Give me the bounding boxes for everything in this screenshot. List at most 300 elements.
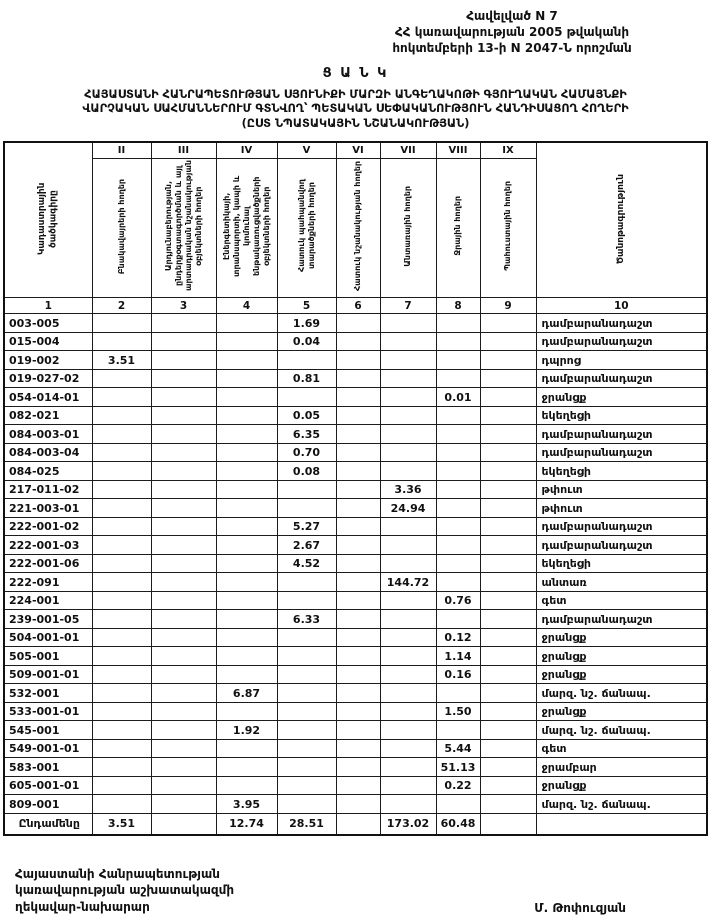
note-cell: եկեղեցի	[536, 554, 707, 573]
forest-value-cell	[380, 591, 436, 610]
table-row	[4, 591, 707, 610]
water-value-cell	[436, 684, 480, 703]
water-value-cell: 1.14	[436, 647, 480, 666]
table-row	[4, 499, 707, 518]
note-cell: մարզ. նշ. ճանապ.	[536, 795, 707, 814]
residential-value-cell	[92, 536, 151, 555]
infrastructure-value-cell	[216, 610, 277, 629]
forest-value-cell	[380, 406, 436, 425]
reserve-value-cell	[480, 647, 536, 666]
forest-value-cell	[380, 554, 436, 573]
special-value-cell	[336, 739, 380, 758]
forest-value-cell	[380, 721, 436, 740]
residential-value-cell	[92, 702, 151, 721]
reserve-value-cell	[480, 314, 536, 333]
roman-numeral: VII	[380, 142, 436, 159]
water-value-cell	[436, 351, 480, 370]
cadastral-code-cell: 217-011-02	[4, 480, 92, 499]
column-number: 1	[4, 298, 92, 314]
forest-value-cell	[380, 425, 436, 444]
protected-value-cell	[277, 480, 336, 499]
column-header-cadastral-code: Կադաստրային ծածկագիրը	[4, 142, 92, 298]
special-value-cell	[336, 499, 380, 518]
cadastral-code-cell: 003-005	[4, 314, 92, 333]
note-cell: մարզ. նշ. ճանապ.	[536, 684, 707, 703]
cadastral-code-cell: 054-014-01	[4, 388, 92, 407]
protected-value-cell	[277, 628, 336, 647]
industrial-value-cell	[151, 554, 216, 573]
residential-value-cell	[92, 406, 151, 425]
water-value-cell	[436, 721, 480, 740]
industrial-value-cell	[151, 776, 216, 795]
reserve-value-cell	[480, 462, 536, 481]
column-number: 3	[151, 298, 216, 314]
residential-value-cell	[92, 758, 151, 777]
note-cell: եկեղեցի	[536, 462, 707, 481]
note-cell: դամբարանադաշտ	[536, 369, 707, 388]
table-row	[4, 554, 707, 573]
water-value-cell: 0.12	[436, 628, 480, 647]
note-cell: դամբարանադաշտ	[536, 443, 707, 462]
infrastructure-value-cell	[216, 517, 277, 536]
residential-value-cell	[92, 591, 151, 610]
total-row	[4, 813, 707, 835]
forest-value-cell	[380, 702, 436, 721]
water-value-cell	[436, 573, 480, 592]
reserve-value-cell	[480, 536, 536, 555]
note-cell: գետ	[536, 739, 707, 758]
column-header-special: Հատուկ նշանակության հողեր	[336, 159, 380, 298]
protected-value-cell	[277, 758, 336, 777]
note-cell: եկեղեցի	[536, 406, 707, 425]
cadastral-code-cell: 019-002	[4, 351, 92, 370]
reserve-value-cell	[480, 758, 536, 777]
forest-value-cell	[380, 351, 436, 370]
table-row	[4, 332, 707, 351]
reserve-value-cell	[480, 591, 536, 610]
note-cell: դամբարանադաշտ	[536, 332, 707, 351]
forest-value-cell	[380, 776, 436, 795]
special-value-cell	[336, 536, 380, 555]
special-value-cell	[336, 573, 380, 592]
column-header-water: Ջրային հողեր	[436, 159, 480, 298]
water-value-cell	[436, 536, 480, 555]
cadastral-code-cell: 224-001	[4, 591, 92, 610]
table-row	[4, 351, 707, 370]
roman-numeral: IX	[480, 142, 536, 159]
cadastral-code-cell: 222-001-02	[4, 517, 92, 536]
special-value-cell	[336, 628, 380, 647]
roman-numeral: VI	[336, 142, 380, 159]
cadastral-code-cell: 222-001-06	[4, 554, 92, 573]
reserve-value-cell	[480, 739, 536, 758]
signatory-title-line: Հայաստանի Հանրապետության	[15, 866, 220, 881]
infrastructure-value-cell	[216, 462, 277, 481]
reserve-value-cell	[480, 351, 536, 370]
infrastructure-value-cell: 6.87	[216, 684, 277, 703]
cadastral-code-cell: 082-021	[4, 406, 92, 425]
industrial-value-cell	[151, 795, 216, 814]
protected-value-cell: 1.69	[277, 314, 336, 333]
cadastral-code-cell: 532-001	[4, 684, 92, 703]
infrastructure-value-cell	[216, 776, 277, 795]
protected-value-cell: 0.05	[277, 406, 336, 425]
cadastral-code-cell: 504-001-01	[4, 628, 92, 647]
special-value-cell	[336, 554, 380, 573]
total-value-4: 12.74	[216, 813, 277, 835]
protected-value-cell	[277, 591, 336, 610]
protected-value-cell: 4.52	[277, 554, 336, 573]
column-number: 10	[536, 298, 707, 314]
subtitle-line: ՎԱՐՉԱԿԱՆ ՍԱՀՄԱՆՆԵՐՈՒՄ ԳՏՆՎՈՂ՝ ՊԵՏԱԿԱՆ ՍԵՓԱԿԱՆՈՒԹՅՈՒՆ ՀԱՆԴԻՍԱՑՈՂ ՀՈՂԵՐԻ	[82, 102, 629, 116]
industrial-value-cell	[151, 388, 216, 407]
cadastral-code-cell: 084-025	[4, 462, 92, 481]
residential-value-cell	[92, 332, 151, 351]
appendix-line: հոկտեմբերի 13-ի N 2047-Ն որոշման	[392, 41, 632, 56]
forest-value-cell: 24.94	[380, 499, 436, 518]
industrial-value-cell	[151, 406, 216, 425]
appendix-line: Հավելված N 7	[466, 9, 558, 23]
special-value-cell	[336, 647, 380, 666]
table-row	[4, 684, 707, 703]
residential-value-cell	[92, 647, 151, 666]
reserve-value-cell	[480, 776, 536, 795]
forest-value-cell	[380, 388, 436, 407]
protected-value-cell: 6.33	[277, 610, 336, 629]
forest-value-cell	[380, 462, 436, 481]
special-value-cell	[336, 702, 380, 721]
residential-value-cell	[92, 610, 151, 629]
cadastral-code-cell: 583-001	[4, 758, 92, 777]
document-title: Ց Ա Ն Կ	[322, 65, 389, 81]
cadastral-code-cell: 222-091	[4, 573, 92, 592]
residential-value-cell	[92, 573, 151, 592]
total-value-7: 173.02	[380, 813, 436, 835]
infrastructure-value-cell: 3.95	[216, 795, 277, 814]
infrastructure-value-cell	[216, 573, 277, 592]
table-row	[4, 425, 707, 444]
residential-value-cell	[92, 517, 151, 536]
appendix-line: ՀՀ կառավարության 2005 թվականի	[394, 25, 630, 40]
infrastructure-value-cell	[216, 388, 277, 407]
note-cell: դամբարանադաշտ	[536, 517, 707, 536]
water-value-cell	[436, 462, 480, 481]
protected-value-cell	[277, 739, 336, 758]
water-value-cell	[436, 314, 480, 333]
infrastructure-value-cell	[216, 499, 277, 518]
water-value-cell: 51.13	[436, 758, 480, 777]
roman-numeral: VIII	[436, 142, 480, 159]
infrastructure-value-cell	[216, 628, 277, 647]
table-row	[4, 702, 707, 721]
protected-value-cell	[277, 388, 336, 407]
protected-value-cell	[277, 573, 336, 592]
total-value-8: 60.48	[436, 813, 480, 835]
cadastral-code-cell: 015-004	[4, 332, 92, 351]
table-row	[4, 406, 707, 425]
industrial-value-cell	[151, 332, 216, 351]
residential-value-cell	[92, 462, 151, 481]
reserve-value-cell	[480, 684, 536, 703]
infrastructure-value-cell	[216, 480, 277, 499]
cadastral-code-cell: 084-003-04	[4, 443, 92, 462]
protected-value-cell: 0.70	[277, 443, 336, 462]
table-row	[4, 462, 707, 481]
note-cell: դամբարանադաշտ	[536, 314, 707, 333]
roman-numeral: III	[151, 142, 216, 159]
industrial-value-cell	[151, 480, 216, 499]
industrial-value-cell	[151, 739, 216, 758]
special-value-cell	[336, 332, 380, 351]
special-value-cell	[336, 480, 380, 499]
cadastral-code-cell: 239-001-05	[4, 610, 92, 629]
residential-value-cell	[92, 776, 151, 795]
residential-value-cell	[92, 425, 151, 444]
column-header-industrial: Արդյունաբերության, ընդերքօգտագործման և այլ արտադրական նշանակության օբյեկտների հողեր	[151, 159, 216, 298]
table-row	[4, 369, 707, 388]
special-value-cell	[336, 314, 380, 333]
protected-value-cell: 5.27	[277, 517, 336, 536]
industrial-value-cell	[151, 647, 216, 666]
signatory-name: Մ. Թոփուզյան	[534, 901, 626, 915]
industrial-value-cell	[151, 314, 216, 333]
residential-value-cell	[92, 795, 151, 814]
cadastral-code-cell: 549-001-01	[4, 739, 92, 758]
note-cell: դամբարանադաշտ	[536, 536, 707, 555]
table-body	[4, 314, 707, 814]
subtitle-line: (ԸՍՏ ՆՊԱՏԱԿԱՅԻՆ ՆՇԱՆԱԿՈՒԹՅԱՆ)	[241, 117, 470, 131]
infrastructure-value-cell	[216, 351, 277, 370]
residential-value-cell	[92, 684, 151, 703]
protected-value-cell	[277, 684, 336, 703]
note-cell: ջրամբար	[536, 758, 707, 777]
land-parcels-table	[3, 141, 708, 836]
column-number: 2	[92, 298, 151, 314]
forest-value-cell	[380, 610, 436, 629]
cadastral-code-cell: 809-001	[4, 795, 92, 814]
special-value-cell	[336, 721, 380, 740]
special-value-cell	[336, 684, 380, 703]
roman-numeral: V	[277, 142, 336, 159]
protected-value-cell	[277, 795, 336, 814]
note-cell: թփուտ	[536, 499, 707, 518]
reserve-value-cell	[480, 721, 536, 740]
appendix-reference	[322, 8, 702, 57]
reserve-value-cell	[480, 702, 536, 721]
cadastral-code-cell: 533-001-01	[4, 702, 92, 721]
note-cell: ջրանցք	[536, 628, 707, 647]
table-row	[4, 628, 707, 647]
water-value-cell	[436, 406, 480, 425]
infrastructure-value-cell	[216, 332, 277, 351]
forest-value-cell	[380, 628, 436, 647]
residential-value-cell	[92, 314, 151, 333]
roman-numeral: II	[92, 142, 151, 159]
special-value-cell	[336, 795, 380, 814]
industrial-value-cell	[151, 425, 216, 444]
reserve-value-cell	[480, 554, 536, 573]
signatory-title-line: ղեկավար-նախարար	[15, 899, 150, 914]
reserve-value-cell	[480, 443, 536, 462]
residential-value-cell	[92, 480, 151, 499]
forest-value-cell	[380, 665, 436, 684]
water-value-cell	[436, 554, 480, 573]
water-value-cell	[436, 443, 480, 462]
note-cell: ջրանցք	[536, 702, 707, 721]
total-value-5: 28.51	[277, 813, 336, 835]
water-value-cell	[436, 499, 480, 518]
forest-value-cell	[380, 647, 436, 666]
column-number: 8	[436, 298, 480, 314]
special-value-cell	[336, 591, 380, 610]
reserve-value-cell	[480, 406, 536, 425]
signatory-title-line: կառավարության աշխատակազմի	[15, 883, 235, 898]
infrastructure-value-cell	[216, 591, 277, 610]
forest-value-cell	[380, 517, 436, 536]
water-value-cell	[436, 517, 480, 536]
protected-value-cell	[277, 499, 336, 518]
special-value-cell	[336, 406, 380, 425]
cadastral-code-cell: 221-003-01	[4, 499, 92, 518]
residential-value-cell	[92, 443, 151, 462]
infrastructure-value-cell	[216, 758, 277, 777]
column-number-row	[4, 298, 707, 314]
water-value-cell: 0.16	[436, 665, 480, 684]
table-row	[4, 443, 707, 462]
water-value-cell	[436, 480, 480, 499]
total-value-9	[480, 813, 536, 835]
special-value-cell	[336, 388, 380, 407]
reserve-value-cell	[480, 480, 536, 499]
industrial-value-cell	[151, 702, 216, 721]
reserve-value-cell	[480, 573, 536, 592]
industrial-value-cell	[151, 499, 216, 518]
table-row	[4, 536, 707, 555]
residential-value-cell	[92, 628, 151, 647]
special-value-cell	[336, 443, 380, 462]
industrial-value-cell	[151, 369, 216, 388]
water-value-cell: 0.01	[436, 388, 480, 407]
table-row	[4, 314, 707, 333]
table-row	[4, 795, 707, 814]
protected-value-cell	[277, 665, 336, 684]
water-value-cell	[436, 610, 480, 629]
reserve-value-cell	[480, 388, 536, 407]
protected-value-cell: 0.81	[277, 369, 336, 388]
column-header-note: Ծանոթագրություն	[536, 142, 707, 298]
residential-value-cell	[92, 499, 151, 518]
protected-value-cell	[277, 721, 336, 740]
reserve-value-cell	[480, 369, 536, 388]
industrial-value-cell	[151, 610, 216, 629]
roman-numeral-row	[4, 142, 707, 159]
subtitle-line: ՀԱՅԱՍՏԱՆԻ ՀԱՆՐԱՊԵՏՈՒԹՅԱՆ ՍՅՈՒՆԻՔԻ ՄԱՐԶԻ ԱՆԳԵՂԱԿՈԹԻ ԳՅՈՒՂԱԿԱՆ ՀԱՄԱՅՆՔԻ	[84, 87, 627, 101]
industrial-value-cell	[151, 517, 216, 536]
table-row	[4, 573, 707, 592]
special-value-cell	[336, 758, 380, 777]
industrial-value-cell	[151, 443, 216, 462]
reserve-value-cell	[480, 332, 536, 351]
cadastral-code-cell: 509-001-01	[4, 665, 92, 684]
reserve-value-cell	[480, 795, 536, 814]
forest-value-cell: 144.72	[380, 573, 436, 592]
residential-value-cell: 3.51	[92, 351, 151, 370]
forest-value-cell: 3.36	[380, 480, 436, 499]
forest-value-cell	[380, 369, 436, 388]
table-row	[4, 480, 707, 499]
signatory-title	[15, 866, 234, 915]
table-row	[4, 647, 707, 666]
special-value-cell	[336, 517, 380, 536]
table-row	[4, 388, 707, 407]
reserve-value-cell	[480, 665, 536, 684]
industrial-value-cell	[151, 684, 216, 703]
forest-value-cell	[380, 684, 436, 703]
infrastructure-value-cell	[216, 406, 277, 425]
infrastructure-value-cell	[216, 369, 277, 388]
industrial-value-cell	[151, 758, 216, 777]
column-header-reserve: Պահուստային հողեր	[480, 159, 536, 298]
column-number: 9	[480, 298, 536, 314]
cadastral-code-cell: 605-001-01	[4, 776, 92, 795]
total-note	[536, 813, 707, 835]
industrial-value-cell	[151, 665, 216, 684]
reserve-value-cell	[480, 628, 536, 647]
protected-value-cell: 0.08	[277, 462, 336, 481]
cadastral-code-cell: 084-003-01	[4, 425, 92, 444]
note-cell: ջրանցք	[536, 647, 707, 666]
protected-value-cell: 0.04	[277, 332, 336, 351]
infrastructure-value-cell	[216, 443, 277, 462]
column-number: 7	[380, 298, 436, 314]
cadastral-code-cell: 222-001-03	[4, 536, 92, 555]
table-row	[4, 758, 707, 777]
protected-value-cell: 2.67	[277, 536, 336, 555]
table-row	[4, 517, 707, 536]
table-row	[4, 665, 707, 684]
note-cell: գետ	[536, 591, 707, 610]
protected-value-cell	[277, 647, 336, 666]
note-cell: դպրոց	[536, 351, 707, 370]
document-footer	[3, 866, 708, 915]
column-header-residential: Բնակավայրերի հողեր	[92, 159, 151, 298]
residential-value-cell	[92, 388, 151, 407]
total-value-6	[336, 813, 380, 835]
industrial-value-cell	[151, 721, 216, 740]
protected-value-cell: 6.35	[277, 425, 336, 444]
protected-value-cell	[277, 351, 336, 370]
protected-value-cell	[277, 702, 336, 721]
water-value-cell	[436, 425, 480, 444]
table-row	[4, 739, 707, 758]
forest-value-cell	[380, 332, 436, 351]
industrial-value-cell	[151, 591, 216, 610]
column-number: 4	[216, 298, 277, 314]
column-number: 6	[336, 298, 380, 314]
column-header-protected: Հատուկ պահպանվող տարածքների հողեր	[277, 159, 336, 298]
special-value-cell	[336, 425, 380, 444]
infrastructure-value-cell	[216, 739, 277, 758]
table-row	[4, 776, 707, 795]
special-value-cell	[336, 610, 380, 629]
residential-value-cell	[92, 554, 151, 573]
infrastructure-value-cell	[216, 425, 277, 444]
infrastructure-value-cell	[216, 536, 277, 555]
water-value-cell	[436, 332, 480, 351]
residential-value-cell	[92, 665, 151, 684]
cadastral-code-cell: 019-027-02	[4, 369, 92, 388]
infrastructure-value-cell	[216, 665, 277, 684]
